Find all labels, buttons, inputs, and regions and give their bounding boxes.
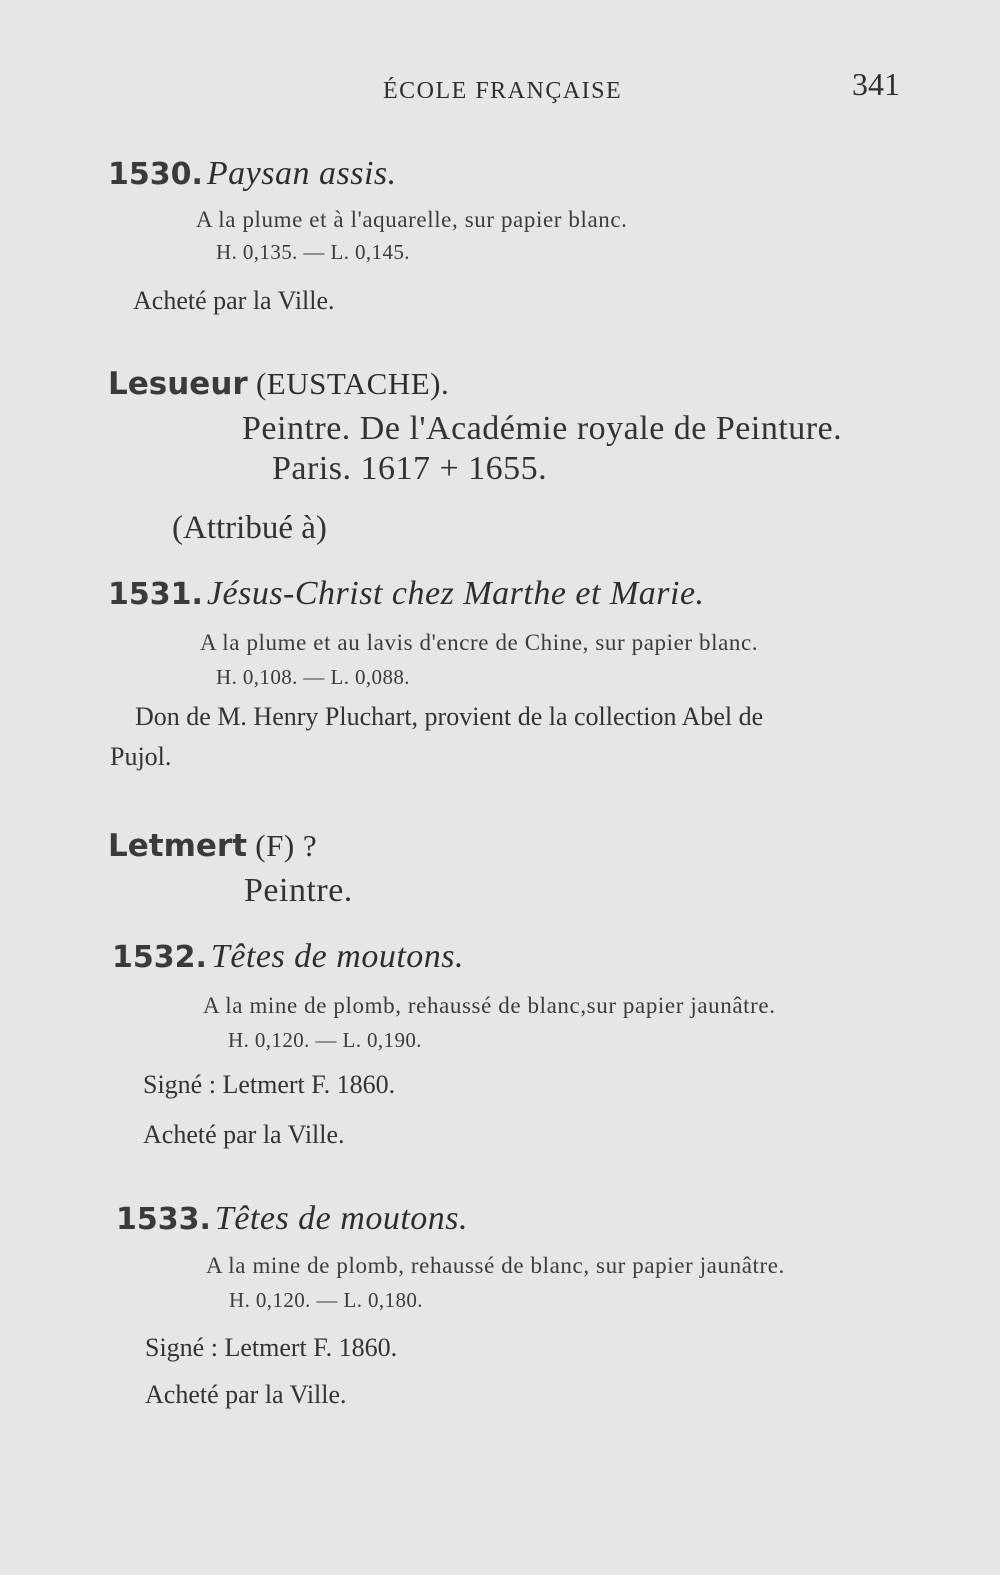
entry-1533-dimensions: H. 0,120. — L. 0,180. [229,1288,423,1312]
artist-letmert-heading [108,828,317,864]
entry-1531-heading [108,575,705,613]
entry-title: Jésus-Christ chez Marthe et Marie. [206,575,705,612]
entry-1531-technique: A la plume et au lavis d'encre de Chine, sur papier blanc. [200,630,759,655]
artist-lesueur-attribution: (Attribué à) [172,510,327,546]
entry-1530-provenance: Acheté par la Ville. [133,286,335,315]
entry-1532-technique: A la mine de plomb, rehaussé de blanc,sur papier jaunâtre. [203,993,776,1018]
entry-1532-provenance: Acheté par la Ville. [143,1120,345,1149]
entry-1533-signature: Signé : Letmert F. 1860. [145,1333,398,1362]
entry-1530-technique: A la plume et à l'aquarelle, sur papier blanc. [196,207,628,232]
artist-surname: Lesueur [108,366,248,402]
entry-number: 1530. [108,157,203,192]
artist-letmert-bio: Peintre. [244,872,353,909]
entry-1530-heading [108,155,397,193]
artist-lesueur-bio: Peintre. De l'Académie royale de Peinture. [242,410,843,447]
entry-title: Têtes de moutons. [214,1200,468,1237]
page-number: 341 [852,66,900,102]
entry-1530-dimensions: H. 0,135. — L. 0,145. [216,240,410,264]
entry-1533-heading [116,1200,468,1238]
artist-given-name: (F) ? [247,828,318,863]
entry-1533-technique: A la mine de plomb, rehaussé de blanc, sur papier jaunâtre. [206,1253,785,1278]
entry-1531-provenance-cont: Pujol. [110,742,172,771]
entry-title: Têtes de moutons. [210,938,464,975]
artist-given-name: (EUSTACHE). [247,366,450,401]
artist-lesueur-heading [108,366,449,402]
entry-1533-provenance: Acheté par la Ville. [145,1380,347,1409]
entry-1531-provenance: Don de M. Henry Pluchart, provient de la collection Abel de [135,702,764,731]
running-head: ÉCOLE FRANÇAISE [383,78,623,104]
artist-lesueur-dates: Paris. 1617 + 1655. [272,450,548,487]
entry-number: 1532. [112,940,207,975]
entry-number: 1531. [108,577,203,612]
artist-surname: Letmert [108,828,248,864]
entry-1532-heading [112,938,464,976]
entry-title: Paysan assis. [206,155,397,192]
entry-1532-dimensions: H. 0,120. — L. 0,190. [228,1028,422,1052]
entry-1532-signature: Signé : Letmert F. 1860. [143,1070,396,1099]
entry-number: 1533. [116,1202,211,1237]
entry-1531-dimensions: H. 0,108. — L. 0,088. [216,665,410,689]
